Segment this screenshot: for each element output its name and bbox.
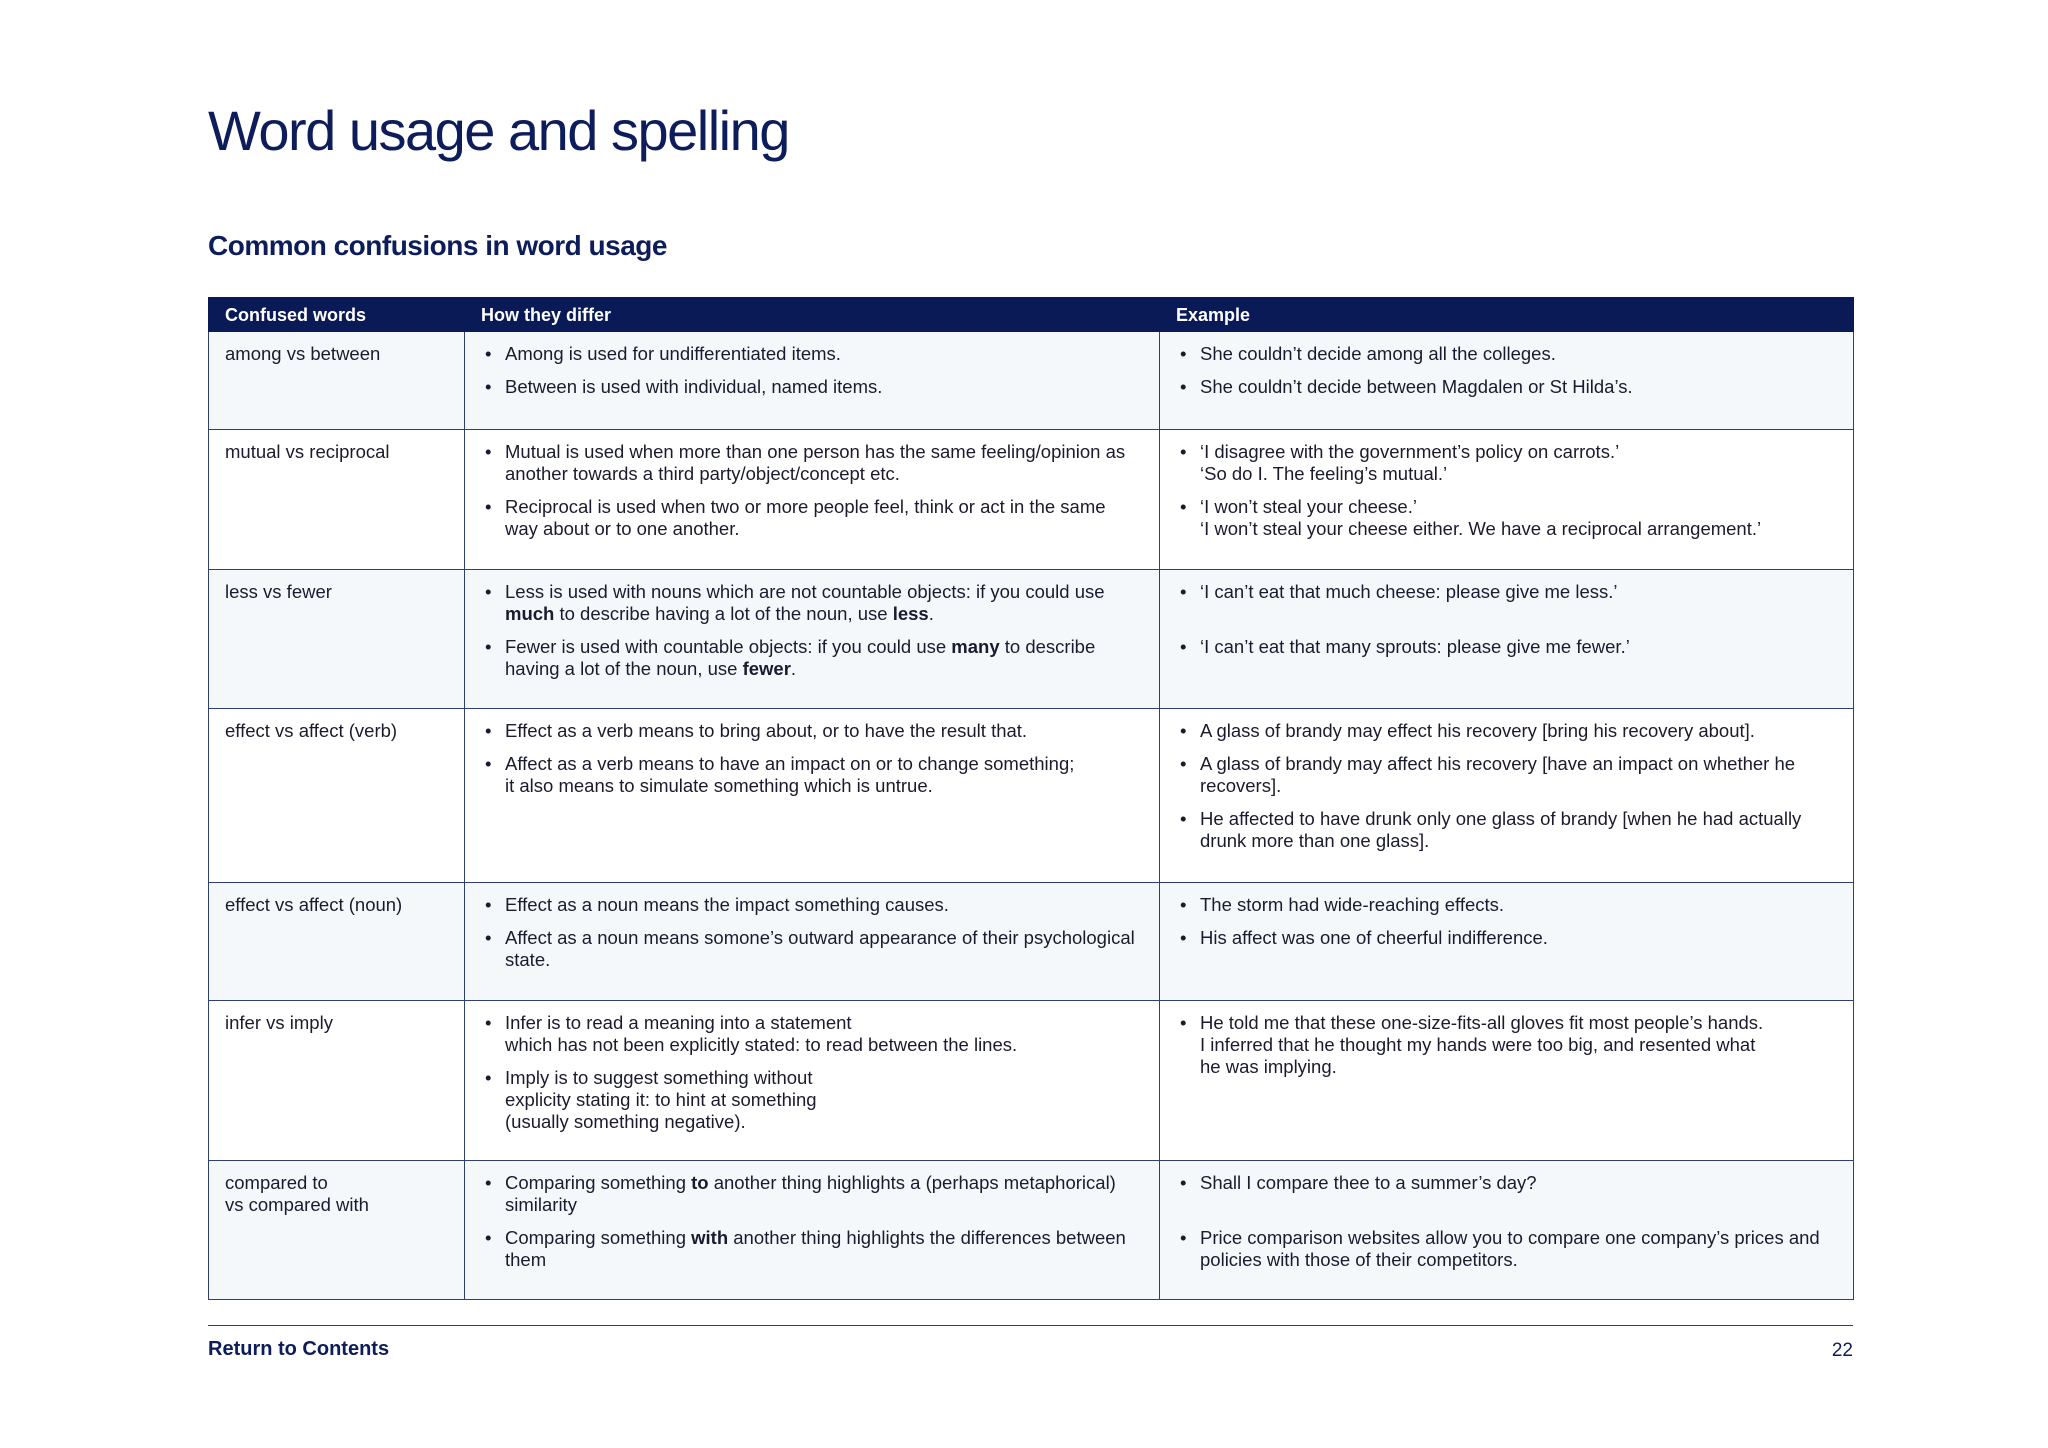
example-point <box>1176 720 1837 742</box>
difference-point <box>481 894 1143 916</box>
point-text: A glass of brandy may affect his recovery [have an impact on whether he recovers]. <box>1200 753 1796 796</box>
point-text: Fewer is used with countable objects: if you could use <box>505 636 952 657</box>
point-text: He affected to have drunk only one glass of brandy [when he had actually drunk more than one glass]. <box>1200 808 1802 851</box>
cell-example <box>1160 1001 1854 1161</box>
point-text: Comparing something <box>505 1172 692 1193</box>
cell-how-they-differ <box>465 1001 1160 1161</box>
cell-example <box>1160 883 1854 1001</box>
point-text: ‘I can’t eat that many sprouts: please give me fewer.’ <box>1200 636 1630 657</box>
difference-point <box>481 927 1143 971</box>
confused-words-text: infer vs imply <box>225 1012 333 1033</box>
point-text: He told me that these one-size-fits-all gloves fit most people’s hands. <box>1200 1012 1764 1033</box>
cell-how-they-differ <box>465 430 1160 570</box>
confused-words-text: effect vs affect (noun) <box>225 894 403 915</box>
cell-how-they-differ <box>465 883 1160 1001</box>
difference-point <box>481 720 1143 742</box>
difference-point <box>481 1067 1143 1133</box>
header-confused-words: Confused words <box>209 298 465 332</box>
emphasis-text: many <box>951 636 1000 657</box>
point-text: Reciprocal is used when two or more people feel, think or act in the same way about or to one another. <box>505 496 1106 539</box>
point-text: to describe having a lot of the noun, use <box>554 603 893 624</box>
example-point <box>1176 376 1837 398</box>
point-text: Affect as a noun means somone’s outward appearance of their psychological state. <box>505 927 1135 970</box>
header-how-they-differ: How they differ <box>465 298 1160 332</box>
emphasis-text: less <box>892 603 929 624</box>
point-text: Affect as a verb means to have an impact on or to change something; <box>505 753 1075 774</box>
cell-confused-words <box>209 1001 465 1161</box>
cell-how-they-differ <box>465 709 1160 883</box>
point-text: another thing highlights the differences between them <box>505 1227 1126 1270</box>
return-to-contents-link[interactable]: Return to Contents <box>208 1338 390 1360</box>
table-row <box>209 1161 1854 1300</box>
point-text: She couldn’t decide between Magdalen or St Hilda’s. <box>1200 376 1633 397</box>
point-text: ‘I won’t steal your cheese either. We have a reciprocal arrangement.’ <box>1200 518 1762 539</box>
point-text: Infer is to read a meaning into a statement <box>505 1012 852 1033</box>
difference-list <box>481 1012 1143 1133</box>
point-text: Less is used with nouns which are not countable objects: if you could use <box>505 581 1105 602</box>
confused-words-text: vs compared with <box>225 1194 369 1215</box>
emphasis-text: to <box>691 1172 709 1193</box>
difference-list <box>481 1172 1143 1271</box>
point-text: Between is used with individual, named items. <box>505 376 883 397</box>
emphasis-text: much <box>505 603 555 624</box>
page-number: 22 <box>1831 1340 1853 1361</box>
point-text: he was implying. <box>1200 1056 1337 1077</box>
cell-example <box>1160 332 1854 430</box>
difference-list <box>481 894 1143 971</box>
difference-list <box>481 441 1143 540</box>
example-point <box>1176 753 1837 797</box>
example-list <box>1176 441 1837 540</box>
header-example: Example <box>1160 298 1854 332</box>
point-text: . <box>790 658 797 679</box>
emphasis-text: with <box>691 1227 729 1248</box>
example-point <box>1176 894 1837 916</box>
difference-point <box>481 1012 1143 1056</box>
point-text: I inferred that he thought my hands were too big, and resented what <box>1200 1034 1756 1055</box>
difference-point <box>481 581 1143 625</box>
point-text: Imply is to suggest something without <box>505 1067 813 1088</box>
cell-confused-words <box>209 570 465 709</box>
point-text: Mutual is used when more than one person has the same feeling/opinion as another towards a third party/object/concept etc. <box>505 441 1126 484</box>
example-list <box>1176 343 1837 398</box>
cell-example <box>1160 570 1854 709</box>
point-text: She couldn’t decide among all the colleges. <box>1200 343 1556 364</box>
point-text: ‘I disagree with the government’s policy on carrots.’ <box>1200 441 1620 462</box>
cell-confused-words <box>209 709 465 883</box>
point-text: (usually something negative). <box>505 1111 746 1132</box>
example-list <box>1176 1012 1837 1078</box>
emphasis-text: fewer <box>742 658 791 679</box>
point-text: His affect was one of cheerful indifference. <box>1200 927 1548 948</box>
word-usage-table <box>208 297 1854 1300</box>
difference-point <box>481 441 1143 485</box>
point-text: The storm had wide-reaching effects. <box>1200 894 1505 915</box>
point-text: it also means to simulate something which is untrue. <box>505 775 933 796</box>
point-text: to describe having a lot of the noun, use <box>505 636 1096 679</box>
table-row <box>209 332 1854 430</box>
table-row <box>209 709 1854 883</box>
cell-how-they-differ <box>465 332 1160 430</box>
difference-list <box>481 581 1143 680</box>
confused-words-text: less vs fewer <box>225 581 332 602</box>
point-text: Shall I compare thee to a summer’s day? <box>1200 1172 1537 1193</box>
section-title: Common confusions in word usage <box>208 230 667 261</box>
cell-how-they-differ <box>465 1161 1160 1300</box>
point-text: . <box>928 603 934 624</box>
cell-confused-words <box>209 332 465 430</box>
table-header-row <box>209 298 1854 332</box>
difference-point <box>481 636 1143 680</box>
cell-confused-words <box>209 1161 465 1300</box>
confused-words-text: compared to <box>225 1172 328 1193</box>
example-list <box>1176 720 1837 852</box>
table-row <box>209 1001 1854 1161</box>
cell-confused-words <box>209 430 465 570</box>
example-point <box>1176 1172 1837 1194</box>
confused-words-text: mutual vs reciprocal <box>225 441 390 462</box>
example-list <box>1176 581 1837 658</box>
example-point <box>1176 343 1837 365</box>
point-text: another thing highlights a (perhaps metaphorical) similarity <box>505 1172 1116 1215</box>
point-text: Effect as a noun means the impact something causes. <box>505 894 949 915</box>
difference-point <box>481 753 1143 797</box>
example-point <box>1176 1227 1837 1271</box>
point-text: which has not been explicitly stated: to read between the lines. <box>505 1034 1018 1055</box>
point-text: Effect as a verb means to bring about, or to have the result that. <box>505 720 1028 741</box>
difference-point <box>481 1227 1143 1271</box>
point-text: explicity stating it: to hint at something <box>505 1089 817 1110</box>
difference-point <box>481 496 1143 540</box>
table-row <box>209 430 1854 570</box>
point-text: ‘I can’t eat that much cheese: please give me less.’ <box>1200 581 1618 602</box>
example-point <box>1176 636 1837 658</box>
confused-words-text: effect vs affect (verb) <box>225 720 398 741</box>
cell-how-they-differ <box>465 570 1160 709</box>
cell-confused-words <box>209 883 465 1001</box>
footer-divider <box>208 1325 1853 1326</box>
point-text: Comparing something <box>505 1227 692 1248</box>
difference-point <box>481 376 1143 398</box>
point-text: Price comparison websites allow you to compare one company’s prices and policies with those of their competitors. <box>1200 1227 1820 1270</box>
table-row <box>209 883 1854 1001</box>
example-point <box>1176 808 1837 852</box>
example-point <box>1176 581 1837 603</box>
page-title: Word usage and spelling <box>208 99 789 162</box>
example-list <box>1176 1172 1837 1271</box>
table-row <box>209 570 1854 709</box>
point-text: A glass of brandy may effect his recovery [bring his recovery about]. <box>1200 720 1755 741</box>
difference-point <box>481 343 1143 365</box>
cell-example <box>1160 430 1854 570</box>
example-point <box>1176 441 1837 485</box>
point-text: ‘So do I. The feeling’s mutual.’ <box>1200 463 1448 484</box>
confused-words-text: among vs between <box>225 343 381 364</box>
example-point <box>1176 1012 1837 1078</box>
difference-list <box>481 720 1143 797</box>
cell-example <box>1160 1161 1854 1300</box>
cell-example <box>1160 709 1854 883</box>
difference-list <box>481 343 1143 398</box>
point-text: Among is used for undifferentiated items. <box>505 343 841 364</box>
example-point <box>1176 927 1837 949</box>
difference-point <box>481 1172 1143 1216</box>
example-point <box>1176 496 1837 540</box>
example-list <box>1176 894 1837 949</box>
point-text: ‘I won’t steal your cheese.’ <box>1200 496 1417 517</box>
